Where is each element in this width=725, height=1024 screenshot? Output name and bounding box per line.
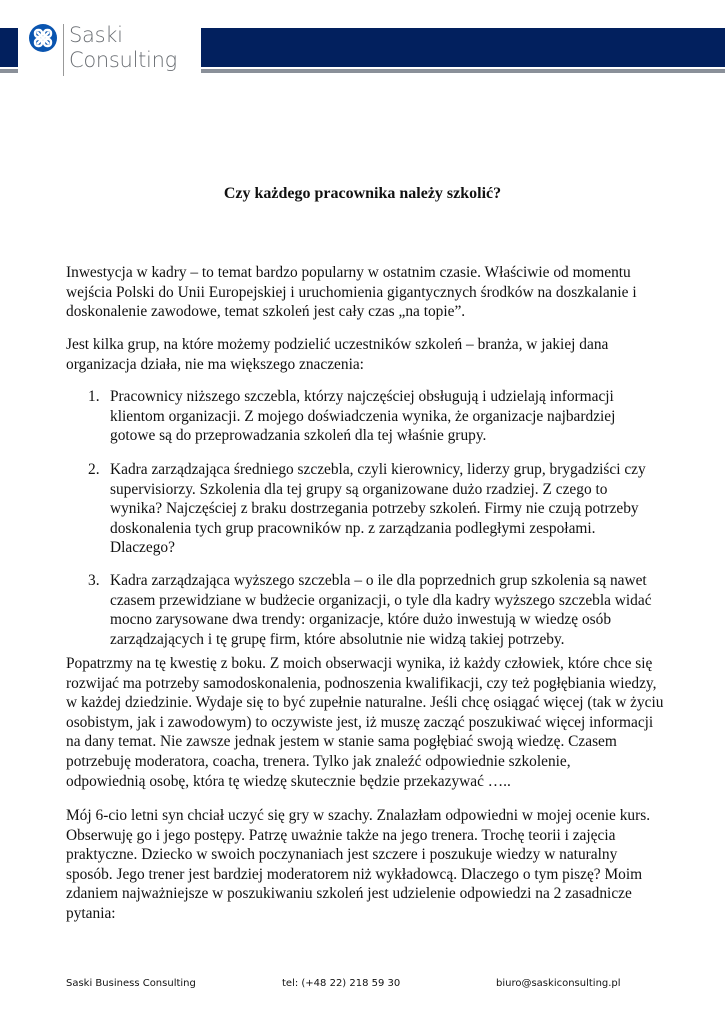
text-line: Pracownicy niższego szczebla, którzy najczęściej obsługują i udzielają informacji [110,388,614,405]
text-line: wejścia Polski do Unii Europejskiej i uruchomienia gigantycznych środków na doszkalanie i [66,283,637,301]
header-bar-left [0,28,18,67]
text-line: Inwestycja w kadry – to temat bardzo popularny w ostatnim czasie. Właściwie od momentu [66,264,631,281]
text-line: wynika? Najczęściej z braku dostrzegania potrzeby szkoleń. Firmy nie czują potrzeby [110,500,639,518]
text-line: doskonalenia tych grup pracowników np. z zarządzania podległymi zespołami. [110,519,596,537]
text-line: sposób. Jego trener jest bardziej moderatorem niż wykładowcą. Dlaczego o tym piszę? Moim [66,865,643,883]
text-line: supervisiorzy. Szkolenia dla tej grupy są organizowane dużo rzadziej. Z czego to [110,480,608,498]
header-bar-right [201,28,725,67]
logo-line-2: Consulting [69,48,177,72]
logo-divider [63,24,64,76]
list-item-2 [88,460,646,558]
list-number: 3. [88,572,100,589]
logo-line-1: Saski [69,23,123,47]
footer-email[interactable]: biuro@saskiconsulting.pl [496,978,621,989]
logo-text [69,23,177,73]
text-line: czasem przewidziane w budżecie organizacji, o tyle dla kadry wyższego szczebla widać [110,591,652,609]
text-line: klientom organizacji. Z mojego doświadczenia wynika, że organizacje najbardziej [110,407,616,425]
text-line: organizacja działa, nie ma większego znaczenia: [66,355,364,373]
text-line: pytania: [66,904,116,922]
text-line: mocno zarysowane dwa trendy: organizacje, które dużo inwestują w wiedzę osób [110,611,612,629]
list-item-3 [88,571,652,649]
list-number: 2. [88,461,100,478]
list-number: 1. [88,388,100,405]
paragraph-3 [66,654,663,791]
text-line: odpowiednią osobę, która tę wiedzę skutecznie będzie przekazywać ….. [66,772,511,790]
header-bar-left-underline [0,69,18,73]
text-line: Dlaczego? [110,539,175,557]
text-line: zdaniem najważniejsze w poszukiwaniu szkoleń jest udzielenie odpowiedzi na 2 zasadnicze [66,885,632,903]
text-line: osobistym, jak i zawodowym) to oczywiste jest, iż muszę zacząć poszukiwać więcej informacji [66,713,654,731]
header-bar-right-underline [201,69,725,73]
text-line: Kadra zarządzająca średniego szczebla, czyli kierownicy, liderzy grup, brygadziści czy [110,461,646,478]
text-line: na dany temat. Nie zawsze jednak jestem w stanie sama pogłębiać swoją wiedzę. Czasem [66,733,617,751]
list-item-1 [88,387,615,446]
text-line: potrzebuję moderatora, coacha, trenera. Tylko jak znaleźć odpowiednie szkolenie, [66,752,571,770]
footer-phone: tel: (+48 22) 218 59 30 [282,978,401,989]
text-line: zarządzających i tę grupę firm, które absolutnie nie widzą takiej potrzeby. [110,630,565,648]
text-line: Jest kilka grup, na które możemy podzielić uczestników szkoleń – branża, w jakiej dana [66,336,609,353]
text-line: w każdej dziedzinie. Wydaje się to być zupełnie naturalne. Jeśli chcę osiągać więcej (tak w życiu [66,694,664,712]
text-line: Mój 6-cio letni syn chciał uczyć się gry w szachy. Znalazłam odpowiedni w mojej ocenie kurs. [66,807,651,824]
text-line: Kadra zarządzająca wyższego szczebla – o ile dla poprzednich grup szkolenia są nawet [110,572,647,589]
text-line: rozwijać ma potrzeby samodoskonalenia, podnoszenia kwalifikacji, czy też pogłębiania wiedzy, [66,674,657,692]
text-line: gotowe są do przeprowadzania szkoleń dla tej właśnie grupy. [110,427,487,445]
text-line: doskonalenie zawodowe, temat szkoleń jest cały czas „na topie”. [66,303,466,321]
text-line: Popatrzmy na tę kwestię z boku. Z moich obserwacji wynika, iż każdy człowiek, które chce się [66,655,653,672]
paragraph-4 [66,806,650,924]
text-line: Obserwuję go i jego postępy. Patrzę uważnie także na jego trenera. Trochę teorii i zajęcia [66,826,616,844]
document-title: Czy każdego pracownika należy szkolić? [223,185,502,202]
logo-icon [29,24,57,52]
footer-company: Saski Business Consulting [66,978,196,989]
paragraph-1 [66,263,637,322]
text-line: praktyczne. Dziecko w swoich poczynaniach jest szczere i poszukuje wiedzy w naturalny [66,846,618,864]
paragraph-2 [66,335,608,374]
